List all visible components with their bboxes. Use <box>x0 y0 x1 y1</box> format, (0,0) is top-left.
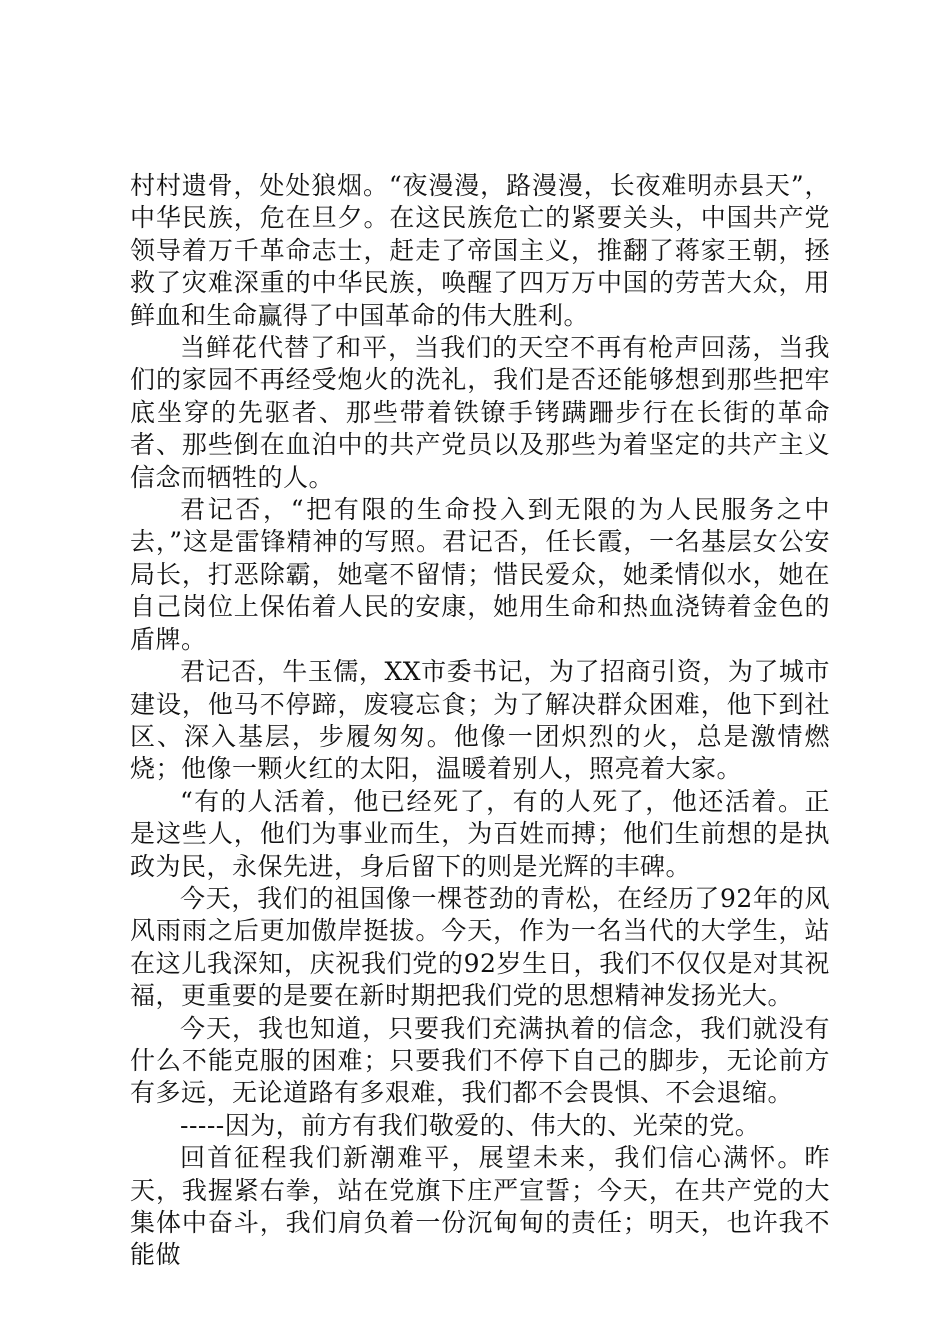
paragraph-1: 村村遗骨，处处狼烟。“夜漫漫，路漫漫，长夜难明赤县天”，中华民族，危在旦夕。在这民族危亡的紧要关头，中国共产党领导着万千革命志士，赶走了帝国主义，推翻了蒋家王朝，拯救了灾难深重的中华民族，唤醒了四万万中国的劳苦大众，用鲜血和生命赢得了中国革命的伟大胜利。 <box>130 171 830 330</box>
paragraph-5: “有的人活着，他已经死了，有的人死了，他还活着。正是这些人，他们为事业而生，为百姓而搏；他们生前想的是执政为民，永保先进，身后留下的则是光辉的丰碑。 <box>130 786 830 881</box>
paragraph-8: -----因为，前方有我们敬爱的、伟大的、光荣的党。 <box>180 1110 761 1140</box>
paragraph-9: 回首征程我们新潮难平，展望未来，我们信心满怀。昨天，我握紧右拳，站在党旗下庄严宣誓；今天，在共产党的大集体中奋斗，我们肩负着一份沉甸甸的责任；明天，也许我不能做 <box>130 1143 830 1270</box>
paragraph-7: 今天，我也知道，只要我们充满执着的信念，我们就没有什么不能克服的困难；只要我们不停下自己的脚步，无论前方有多远，无论道路有多艰难，我们都不会畏惧、不会退缩。 <box>130 1013 830 1108</box>
document-body <box>130 170 830 1272</box>
paragraph-2: 当鲜花代替了和平，当我们的天空不再有枪声回荡，当我们的家园不再经受炮火的洗礼，我们是否还能够想到那些把牢底坐穿的先驱者、那些带着铁镣手铐蹒跚步行在长街的革命者、那些倒在血泊中的共产党员以及那些为着坚定的共产主义信念而牺牲的人。 <box>130 333 830 492</box>
paragraph-3: 君记否，“把有限的生命投入到无限的为人民服务之中去，”这是雷锋精神的写照。君记否，任长霞，一名基层女公安局长，打恶除霸，她毫不留情；惜民爱众，她柔情似水，她在自己岗位上保佑着人民的安康，她用生命和热血浇铸着金色的盾牌。 <box>130 495 830 654</box>
paragraph-4: 君记否，牛玉儒，XX市委书记，为了招商引资，为了城市建设，他马不停蹄，废寝忘食；为了解决群众困难，他下到社区、深入基层，步履匆匆。他像一团炽烈的火，总是激情燃烧；他像一颗火红的太阳，温暖着别人，照亮着大家。 <box>130 657 830 784</box>
paragraph-6: 今天，我们的祖国像一棵苍劲的青松，在经历了92年的风风雨雨之后更加傲岸挺拔。今天，作为一名当代的大学生，站在这儿我深知，庆祝我们党的92岁生日，我们不仅仅是对其祝福，更重要的是要在新时期把我们党的思想精神发扬光大。 <box>130 883 830 1011</box>
